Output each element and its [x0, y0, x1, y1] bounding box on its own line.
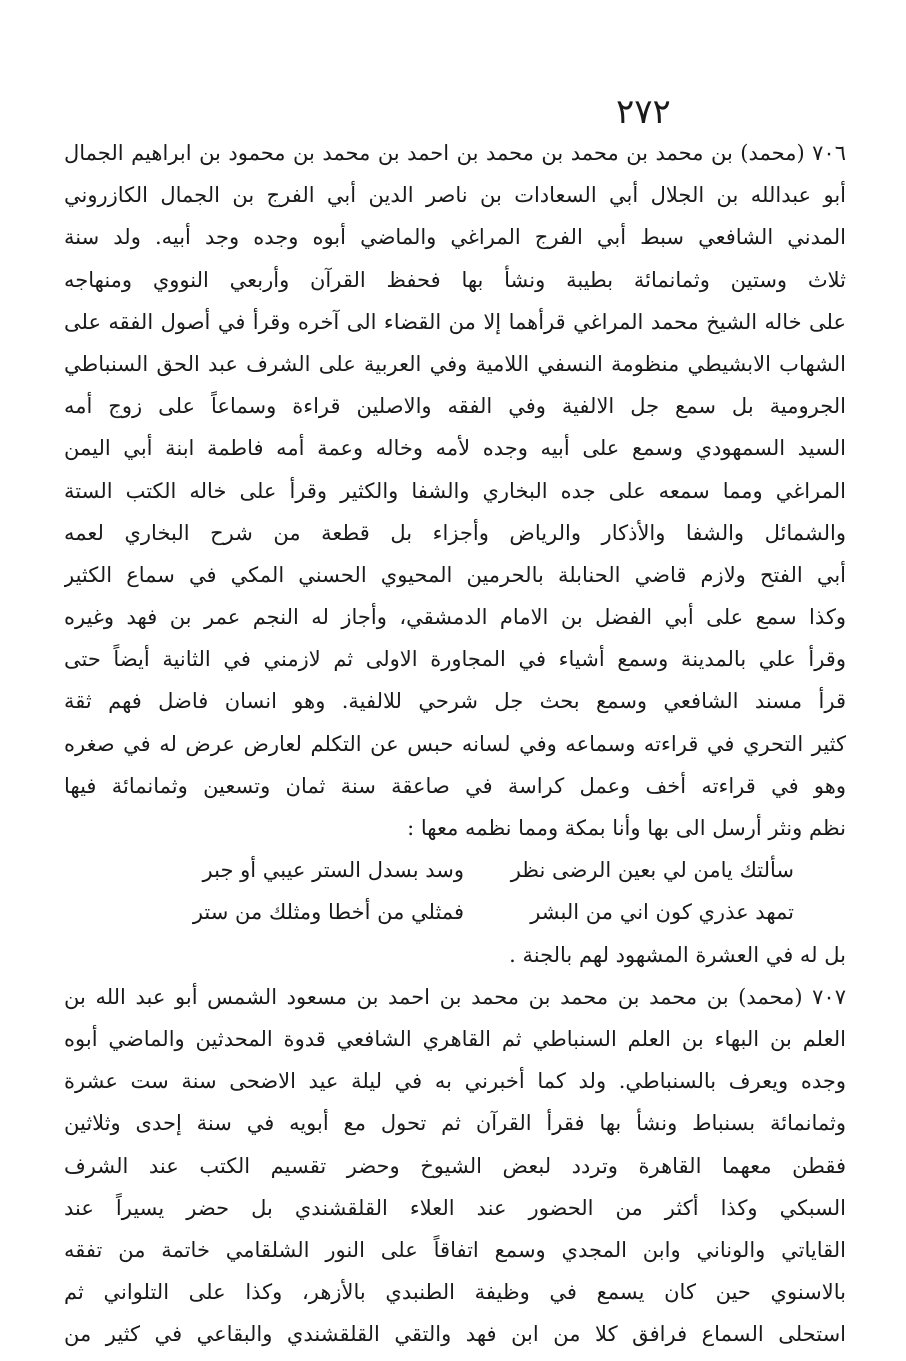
entry-706-line-10: والشمائل والشفا والأذكار والرياض وأجزاء بل قطعة من شرح البخاري لعمه [64, 520, 846, 545]
entry-706-line-16: وهو في قراءته أخف وعمل كراسة في صاعقة سنة ثمان وتسعين وثمانمائة فيها [64, 773, 846, 798]
verse-2-second-hemistich: فمثلي من أخطا ومثلك من ستر [192, 900, 464, 925]
entry-706-line-5: على خاله الشيخ محمد المراغي قرأهما إلا من القضاء الى آخره وقرأ في أصول الفقه على [64, 309, 846, 334]
entry-706-line-6: الشهاب الابشيطي منظومة النسفي اللامية وفي العربية على الشرف عبد الحق السنباطي [64, 351, 846, 376]
entry-706-line-3: المدني الشافعي سبط أبي الفرج المراغي والماضي أبوه وجده وجد أبيه. ولد سنة [64, 225, 846, 250]
entry-706-line-2: أبو عبدالله بن الجلال أبي السعادات بن ناصر الدين أبي الفرج بن الجمال الكازروني [64, 183, 846, 208]
entry-707-line-3: وجده ويعرف بالسنباطي. ولد كما أخبرني به في ليلة عيد الاضحى سنة ست عشرة [64, 1069, 846, 1094]
entry-707-line-6: السبكي وكذا أكثر من الحضور عند العلاء القلقشندي بل حضر يسيراً عند [64, 1195, 846, 1220]
verse-1-first-hemistich: سألتك يامن لي بعين الرضى نظر [510, 858, 794, 883]
entry-706-line-15: كثير التحري في قراءته وسماعه وفي لسانه حبس عن التكلم لعارض عرض له في صغره [64, 731, 846, 756]
text-block [64, 132, 846, 1355]
entry-706-line-11: أبي الفتح ولازم قاضي الحنابلة بالحرمين المحيوي الحسني المكي في سماع الكثير [64, 562, 846, 587]
entry-706-line-12: وكذا سمع على أبي الفضل بن الامام الدمشقي، وأجاز له النجم عمر بن فهد وغيره [64, 605, 846, 630]
entry-707-line-7: القاياتي والوناني وابن المجدي وسمع اتفاقاً على النور الشلقامي خاتمة من تفقه [64, 1237, 846, 1262]
entry-706-line-14: قرأ مسند الشافعي وسمع بحث جل شرحي للالفية. وهو انسان فاضل فهم ثقة [64, 689, 846, 714]
entry-706-line-8: السيد السمهودي وسمع على أبيه وجده لأمه وخاله وعمة أمه فاطمة ابنة أبي اليمن [64, 436, 846, 461]
entry-707-line-2: العلم بن البهاء بن العلم السنباطي ثم القاهري الشافعي قدوة المحدثين والماضي أبوه [64, 1026, 846, 1051]
verse-1 [64, 849, 846, 891]
verse-1-second-hemistich: وسد بسدل الستر عيبي أو جبر [202, 858, 464, 883]
entry-706-line-7: الجرومية بل سمع جل الالفية وفي الفقه والاصلين قراءة وسماعاً على زوج أمه [64, 394, 846, 419]
verse-2-first-hemistich: تمهد عذري كون اني من البشر [530, 900, 794, 925]
page-number: ٢٧٢ [616, 92, 671, 132]
entry-706-line-9: المراغي ومما سمعه على جده البخاري والشفا والكثير وقرأ على خاله الكتب الستة [64, 478, 846, 503]
entry-706-line-13: وقرأ علي بالمدينة وسمع أشياء في المجاورة الاولى ثم لازمني في الثانية أيضاً حتى [64, 647, 846, 672]
entry-707-line-4: وثمانمائة بسنباط ونشأ بها فقرأ القرآن ثم تحول مع أبويه في سنة إحدى وثلاثين [64, 1111, 846, 1136]
entry-706-line-1: ٧٠٦ (محمد) بن محمد بن محمد بن محمد بن احمد بن محمد بن محمود بن ابراهيم الجمال [64, 141, 846, 165]
verse-2 [64, 891, 846, 933]
entry-707-line-8: بالاسنوي حين كان يسمع في وظيفة الطنبدي بالأزهر، وكذا على التلواني ثم [64, 1280, 846, 1305]
entry-707-line-9: استحلى السماع فرافق كلا من ابن فهد والتقي القلقشندي والبقاعي في كثير من [64, 1322, 846, 1347]
entry-706-last-line: نظم ونثر أرسل الى بها وأنا بمكة ومما نظمه معها : [407, 816, 846, 840]
entry-707-line-1: ٧٠٧ (محمد) بن محمد بن محمد بن محمد بن احمد بن مسعود الشمس أبو عبد الله بن [64, 984, 846, 1009]
entry-706-closing-line: بل له في العشرة المشهود لهم بالجنة . [509, 942, 846, 967]
entry-706-line-4: ثلاث وستين وثمانمائة بطيبة ونشأ بها فحفظ القرآن وأربعي النووي ومنهاجه [64, 267, 846, 292]
entry-707-line-5: فقطن معهما القاهرة وتردد لبعض الشيوخ وحضر تقسيم الكتب عند الشرف [64, 1153, 846, 1178]
